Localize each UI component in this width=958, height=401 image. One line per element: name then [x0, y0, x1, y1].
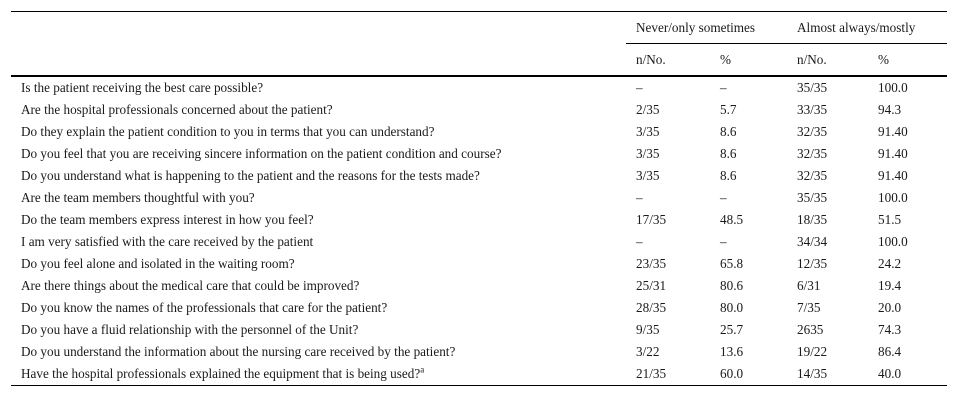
- table-row: [11, 143, 947, 165]
- n-never-cell: 3/22: [636, 344, 660, 359]
- table-row: [11, 231, 947, 253]
- table-header: [11, 12, 947, 77]
- question-cell: [11, 253, 626, 275]
- table-row: [11, 76, 947, 99]
- table-row: [11, 121, 947, 143]
- pct-almost-cell: 19.4: [878, 278, 902, 293]
- n-never-cell: 28/35: [636, 300, 667, 315]
- question-text: Do you feel that you are receiving sincere information on the patient condition and course?: [21, 146, 502, 161]
- pct-almost-cell: 91.40: [878, 124, 908, 139]
- table-body: [11, 76, 947, 386]
- question-text: Do you feel alone and isolated in the waiting room?: [21, 256, 295, 271]
- n-almost-cell: 32/35: [797, 168, 828, 183]
- question-cell: [11, 76, 626, 99]
- n-almost-cell: 32/35: [797, 124, 828, 139]
- question-sub-header: [11, 44, 626, 77]
- pct-never-cell: 80.0: [720, 300, 744, 315]
- question-cell: [11, 143, 626, 165]
- n-never-cell: –: [636, 80, 643, 95]
- question-text: Do you understand the information about the nursing care received by the patient?: [21, 344, 456, 359]
- question-text: Do the team members express interest in how you feel?: [21, 212, 314, 227]
- n-almost-cell: 35/35: [797, 190, 828, 205]
- sub-header-row: [11, 44, 947, 77]
- question-text: Are the team members thoughtful with you?: [21, 190, 255, 205]
- pct-never-cell: 65.8: [720, 256, 744, 271]
- question-text: Do you know the names of the professionals that care for the patient?: [21, 300, 388, 315]
- pct-almost-cell: 51.5: [878, 212, 902, 227]
- n-never-cell: 3/35: [636, 124, 660, 139]
- pct-almost-cell: 86.4: [878, 344, 902, 359]
- pct-never-cell: 8.6: [720, 124, 737, 139]
- survey-results-table: [11, 11, 947, 386]
- n-almost-cell: 33/35: [797, 102, 828, 117]
- pct-almost-cell: 20.0: [878, 300, 902, 315]
- question-text: Do you have a fluid relationship with the personnel of the Unit?: [21, 322, 359, 337]
- pct-never-cell: 13.6: [720, 344, 744, 359]
- pct-almost-cell: 40.0: [868, 363, 947, 386]
- sub-header-pct-never: %: [710, 44, 787, 77]
- n-never-cell: 25/31: [636, 278, 667, 293]
- table-row: [11, 319, 947, 341]
- pct-almost-cell: 100.0: [878, 190, 908, 205]
- question-cell: [11, 341, 626, 363]
- question-text: Do they explain the patient condition to you in terms that you can understand?: [21, 124, 435, 139]
- n-never-cell: 23/35: [636, 256, 667, 271]
- table-row: [11, 363, 947, 386]
- pct-never-cell: 60.0: [710, 363, 787, 386]
- table-row: [11, 275, 947, 297]
- pct-almost-cell: 74.3: [878, 322, 902, 337]
- question-cell: [11, 319, 626, 341]
- question-cell: [11, 209, 626, 231]
- n-never-cell: 17/35: [636, 212, 667, 227]
- question-cell: [11, 165, 626, 187]
- question-text: Have the hospital professionals explained the equipment that is being used?: [21, 366, 421, 381]
- n-almost-cell: 12/35: [797, 256, 828, 271]
- n-never-cell: 2/35: [636, 102, 660, 117]
- question-text: Are there things about the medical care that could be improved?: [21, 278, 360, 293]
- n-almost-cell: 7/35: [797, 300, 821, 315]
- n-almost-cell: 14/35: [787, 363, 868, 386]
- footnote-marker: a: [420, 364, 425, 375]
- n-almost-cell: 35/35: [797, 80, 828, 95]
- n-never-cell: 21/35: [626, 363, 710, 386]
- question-text: Do you understand what is happening to the patient and the reasons for the tests made?: [21, 168, 480, 183]
- table-row: [11, 165, 947, 187]
- question-cell: [11, 297, 626, 319]
- question-text: Are the hospital professionals concerned about the patient?: [21, 102, 333, 117]
- pct-never-cell: 8.6: [720, 146, 737, 161]
- pct-almost-cell: 91.40: [878, 168, 908, 183]
- question-cell: [11, 363, 626, 386]
- n-almost-cell: 19/22: [797, 344, 828, 359]
- question-cell: [11, 187, 626, 209]
- pct-almost-cell: 100.0: [878, 80, 908, 95]
- question-cell: [11, 99, 626, 121]
- table-row: [11, 253, 947, 275]
- pct-never-cell: 80.6: [720, 278, 744, 293]
- pct-almost-cell: 91.40: [878, 146, 908, 161]
- n-almost-cell: 2635: [797, 322, 824, 337]
- n-never-cell: –: [636, 234, 643, 249]
- group-header-row: [11, 12, 947, 44]
- question-cell: [11, 231, 626, 253]
- question-cell: [11, 121, 626, 143]
- n-never-cell: 3/35: [636, 146, 660, 161]
- n-almost-cell: 6/31: [797, 278, 821, 293]
- pct-almost-cell: 100.0: [878, 234, 908, 249]
- question-column-header: [11, 12, 626, 44]
- pct-never-cell: –: [720, 190, 727, 205]
- pct-never-cell: 5.7: [720, 102, 737, 117]
- pct-never-cell: –: [720, 234, 727, 249]
- pct-almost-cell: 94.3: [878, 102, 902, 117]
- n-never-cell: 9/35: [636, 322, 660, 337]
- pct-never-cell: 25.7: [720, 322, 744, 337]
- table-row: [11, 297, 947, 319]
- question-cell: [11, 275, 626, 297]
- table-row: [11, 209, 947, 231]
- n-never-cell: 3/35: [636, 168, 660, 183]
- pct-never-cell: 48.5: [720, 212, 744, 227]
- table-row: [11, 341, 947, 363]
- sub-header-pct-almost: %: [868, 44, 947, 77]
- question-text: Is the patient receiving the best care possible?: [21, 80, 264, 95]
- group-header-almost-always: Almost always/mostly: [787, 12, 947, 44]
- survey-table-container: [11, 11, 947, 386]
- pct-almost-cell: 24.2: [878, 256, 902, 271]
- pct-never-cell: –: [720, 80, 727, 95]
- pct-never-cell: 8.6: [720, 168, 737, 183]
- group-header-never: Never/only sometimes: [626, 12, 787, 44]
- sub-header-n-never: n/No.: [626, 44, 710, 77]
- table-row: [11, 187, 947, 209]
- question-text: I am very satisfied with the care received by the patient: [21, 234, 314, 249]
- n-almost-cell: 32/35: [797, 146, 828, 161]
- sub-header-n-almost: n/No.: [787, 44, 868, 77]
- n-never-cell: –: [636, 190, 643, 205]
- n-almost-cell: 18/35: [797, 212, 828, 227]
- table-row: [11, 99, 947, 121]
- n-almost-cell: 34/34: [797, 234, 828, 249]
